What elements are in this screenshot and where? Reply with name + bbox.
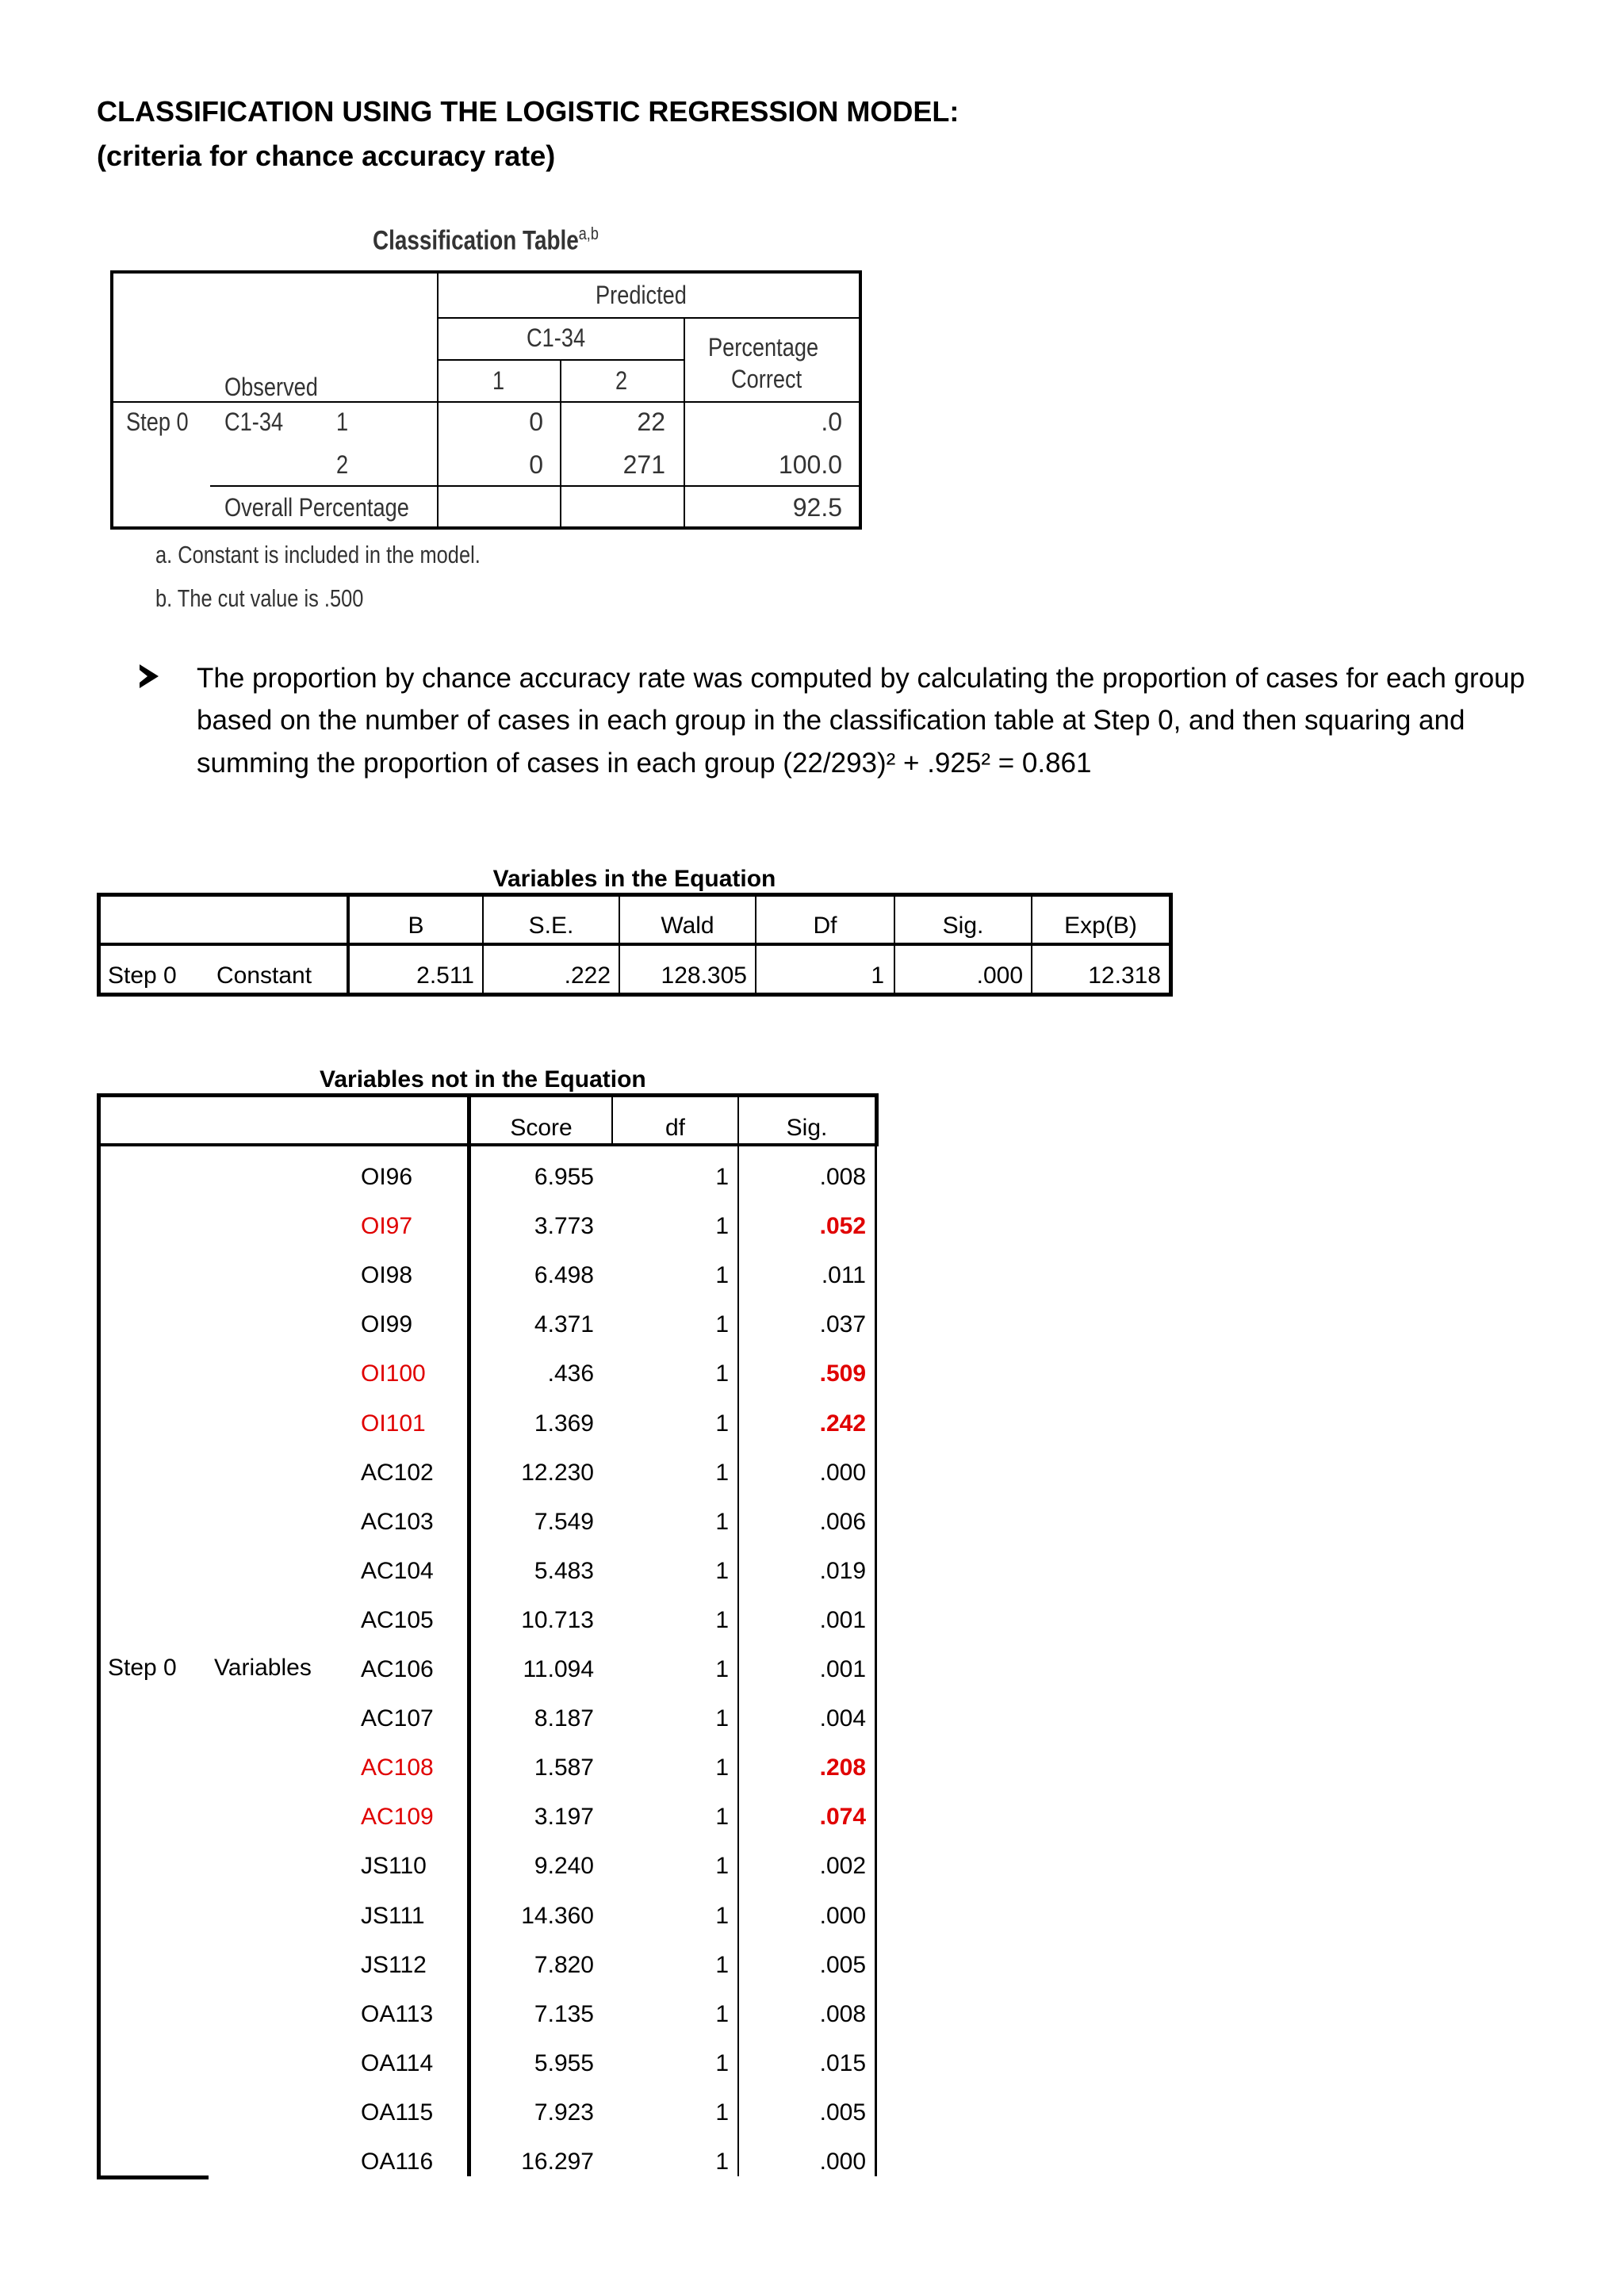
variable-df: 1 — [715, 2050, 729, 2076]
variable-score: 7.923 — [534, 2099, 594, 2126]
variable-score: 16.297 — [521, 2149, 594, 2175]
variable-sig: .008 — [819, 1164, 866, 1190]
variable-score: 3.773 — [534, 1213, 594, 1239]
paragraph-line: The proportion by chance accuracy rate was computed by calculating the proportion of cases for each group — [197, 663, 1526, 694]
variable-name: AC104 — [361, 1558, 434, 1584]
variable-df: 1 — [715, 1410, 729, 1437]
page-subheading: (criteria for chance accuracy rate) — [97, 140, 556, 172]
variable-name: OI99 — [361, 1311, 413, 1337]
variable-sig: .000 — [819, 2149, 866, 2175]
header-expb: Exp(B) — [1064, 913, 1137, 939]
footnote-a: a. Constant is included in the model. — [155, 541, 481, 568]
value-expb: 12.318 — [1088, 962, 1161, 989]
variable-name: OI97 — [361, 1213, 413, 1239]
observed-row-label: 2 — [336, 450, 349, 479]
variable-score: 12.230 — [521, 1460, 594, 1486]
variable-sig: .006 — [819, 1509, 866, 1535]
variables-in-equation-title: Variables in the Equation — [492, 866, 776, 892]
variable-df: 1 — [715, 1460, 729, 1486]
cell-percentage: .0 — [821, 408, 842, 436]
percentage-header-line2: Correct — [731, 365, 802, 393]
variable-name: OI100 — [361, 1360, 426, 1387]
variable-sig: .001 — [819, 1656, 866, 1682]
variable-score: 3.197 — [534, 1804, 594, 1830]
variable-df: 1 — [715, 2149, 729, 2175]
variable-name: OA115 — [361, 2099, 434, 2126]
variable-sig: .242 — [819, 1410, 866, 1437]
variable-score: 1.587 — [534, 1755, 594, 1781]
variable-name: AC105 — [361, 1607, 434, 1633]
paragraph-line: based on the number of cases in each group in the classification table at Step 0, and then squaring and — [197, 705, 1465, 736]
variable-score: 1.369 — [534, 1410, 594, 1437]
observed-header: Observed — [224, 373, 318, 401]
variable-score: 9.240 — [534, 1853, 594, 1879]
variable-name: JS112 — [361, 1952, 427, 1978]
header-se: S.E. — [528, 913, 574, 939]
variable-score: 11.094 — [523, 1656, 594, 1682]
observed-variable: C1-34 — [224, 408, 284, 436]
variable-df: 1 — [715, 1509, 729, 1535]
variable-df: 1 — [715, 1952, 729, 1978]
variable-df: 1 — [715, 2099, 729, 2126]
variable-sig: .019 — [819, 1558, 866, 1584]
variable-df: 1 — [715, 1607, 729, 1633]
variable-score: 6.955 — [534, 1164, 594, 1190]
variable-sig: .208 — [819, 1755, 866, 1781]
cell-pred2: 22 — [637, 408, 665, 436]
variable-sig: .000 — [819, 1460, 866, 1486]
variable-sig: .004 — [819, 1705, 866, 1732]
value-b: 2.511 — [416, 962, 474, 989]
variable-score: 7.820 — [534, 1952, 594, 1978]
row-label-constant: Constant — [216, 962, 312, 989]
predicted-variable-header: C1-34 — [526, 323, 586, 352]
variable-score: 5.955 — [534, 2050, 594, 2076]
variable-name: OI101 — [361, 1410, 426, 1437]
predicted-col-1: 1 — [492, 366, 504, 395]
header-wald: Wald — [661, 913, 714, 939]
variable-score: 7.135 — [534, 2001, 594, 2027]
step-label: Step 0 — [126, 408, 189, 436]
variable-sig: .000 — [819, 1903, 866, 1929]
variable-df: 1 — [715, 1311, 729, 1337]
variable-sig: .011 — [821, 1262, 866, 1288]
page-heading: CLASSIFICATION USING THE LOGISTIC REGRESSION MODEL: — [97, 95, 959, 128]
variable-score: .436 — [547, 1360, 594, 1387]
value-wald: 128.305 — [661, 962, 747, 989]
predicted-header: Predicted — [596, 281, 688, 309]
cell-pred1: 0 — [529, 450, 543, 479]
value-df: 1 — [871, 962, 884, 989]
header-df: Df — [813, 913, 837, 939]
observed-row-label: 1 — [336, 408, 349, 436]
variable-name: OA113 — [361, 2001, 434, 2027]
variable-sig: .074 — [819, 1804, 866, 1830]
variable-sig: .001 — [819, 1607, 866, 1633]
variable-name: AC102 — [361, 1460, 434, 1486]
overall-percentage-value: 92.5 — [792, 493, 842, 522]
step-label: Step 0 — [108, 962, 177, 989]
footnote-b: b. The cut value is .500 — [155, 584, 364, 612]
group-label-variables: Variables — [214, 1655, 312, 1681]
header-sig: Sig. — [786, 1115, 828, 1141]
variable-name: OI98 — [361, 1262, 413, 1288]
variable-name: AC108 — [361, 1755, 434, 1781]
variable-df: 1 — [715, 1853, 729, 1879]
variable-sig: .509 — [819, 1360, 866, 1387]
variable-score: 4.371 — [534, 1311, 594, 1337]
variable-df: 1 — [715, 1558, 729, 1584]
variable-score: 6.498 — [534, 1262, 594, 1288]
variable-name: OA114 — [361, 2050, 434, 2076]
header-df: df — [665, 1115, 686, 1141]
percentage-header-line1: Percentage — [707, 333, 818, 362]
variable-df: 1 — [715, 1755, 729, 1781]
variable-name: OA116 — [361, 2149, 434, 2175]
variable-df: 1 — [715, 1903, 729, 1929]
header-b: B — [408, 913, 424, 939]
variable-name: AC109 — [361, 1804, 434, 1830]
value-se: .222 — [564, 962, 611, 989]
variable-name: AC103 — [361, 1509, 434, 1535]
classification-table-title: Classification Table$^{a,b}$ — [373, 224, 599, 256]
variable-score: 5.483 — [534, 1558, 594, 1584]
variable-df: 1 — [715, 1360, 729, 1387]
variable-df: 1 — [715, 1804, 729, 1830]
variable-df: 1 — [715, 2001, 729, 2027]
header-score: Score — [510, 1115, 573, 1141]
cell-percentage: 100.0 — [778, 450, 842, 479]
variable-score: 7.549 — [534, 1509, 594, 1535]
variable-score: 10.713 — [521, 1607, 594, 1633]
variable-name: AC107 — [361, 1705, 434, 1732]
variable-name: AC106 — [361, 1656, 434, 1682]
variable-df: 1 — [715, 1656, 729, 1682]
variable-df: 1 — [715, 1705, 729, 1732]
variable-name: OI96 — [361, 1164, 413, 1190]
variable-name: JS110 — [361, 1853, 427, 1879]
variable-sig: .015 — [819, 2050, 866, 2076]
step-label: Step 0 — [108, 1655, 177, 1681]
variable-score: 14.360 — [521, 1903, 594, 1929]
predicted-col-2: 2 — [615, 366, 628, 395]
paragraph-line: summing the proportion of cases in each group (22/293)² + .925² = 0.861 — [197, 748, 1092, 779]
header-sig: Sig. — [942, 913, 984, 939]
variable-sig: .002 — [819, 1853, 866, 1879]
variable-df: 1 — [715, 1164, 729, 1190]
variable-sig: .005 — [819, 2099, 866, 2126]
value-sig: .000 — [976, 962, 1023, 989]
arrow-bullet-icon — [140, 664, 159, 688]
cell-pred2: 271 — [622, 450, 665, 479]
variables-not-in-equation-title: Variables not in the Equation — [320, 1066, 646, 1093]
overall-percentage-label: Overall Percentage — [224, 493, 409, 522]
variable-sig: .052 — [819, 1213, 866, 1239]
variable-df: 1 — [715, 1262, 729, 1288]
variable-name: JS111 — [361, 1903, 425, 1929]
variable-sig: .008 — [819, 2001, 866, 2027]
variable-score: 8.187 — [534, 1705, 594, 1732]
variable-sig: .005 — [819, 1952, 866, 1978]
cell-pred1: 0 — [529, 408, 543, 436]
variable-sig: .037 — [819, 1311, 866, 1337]
variable-df: 1 — [715, 1213, 729, 1239]
